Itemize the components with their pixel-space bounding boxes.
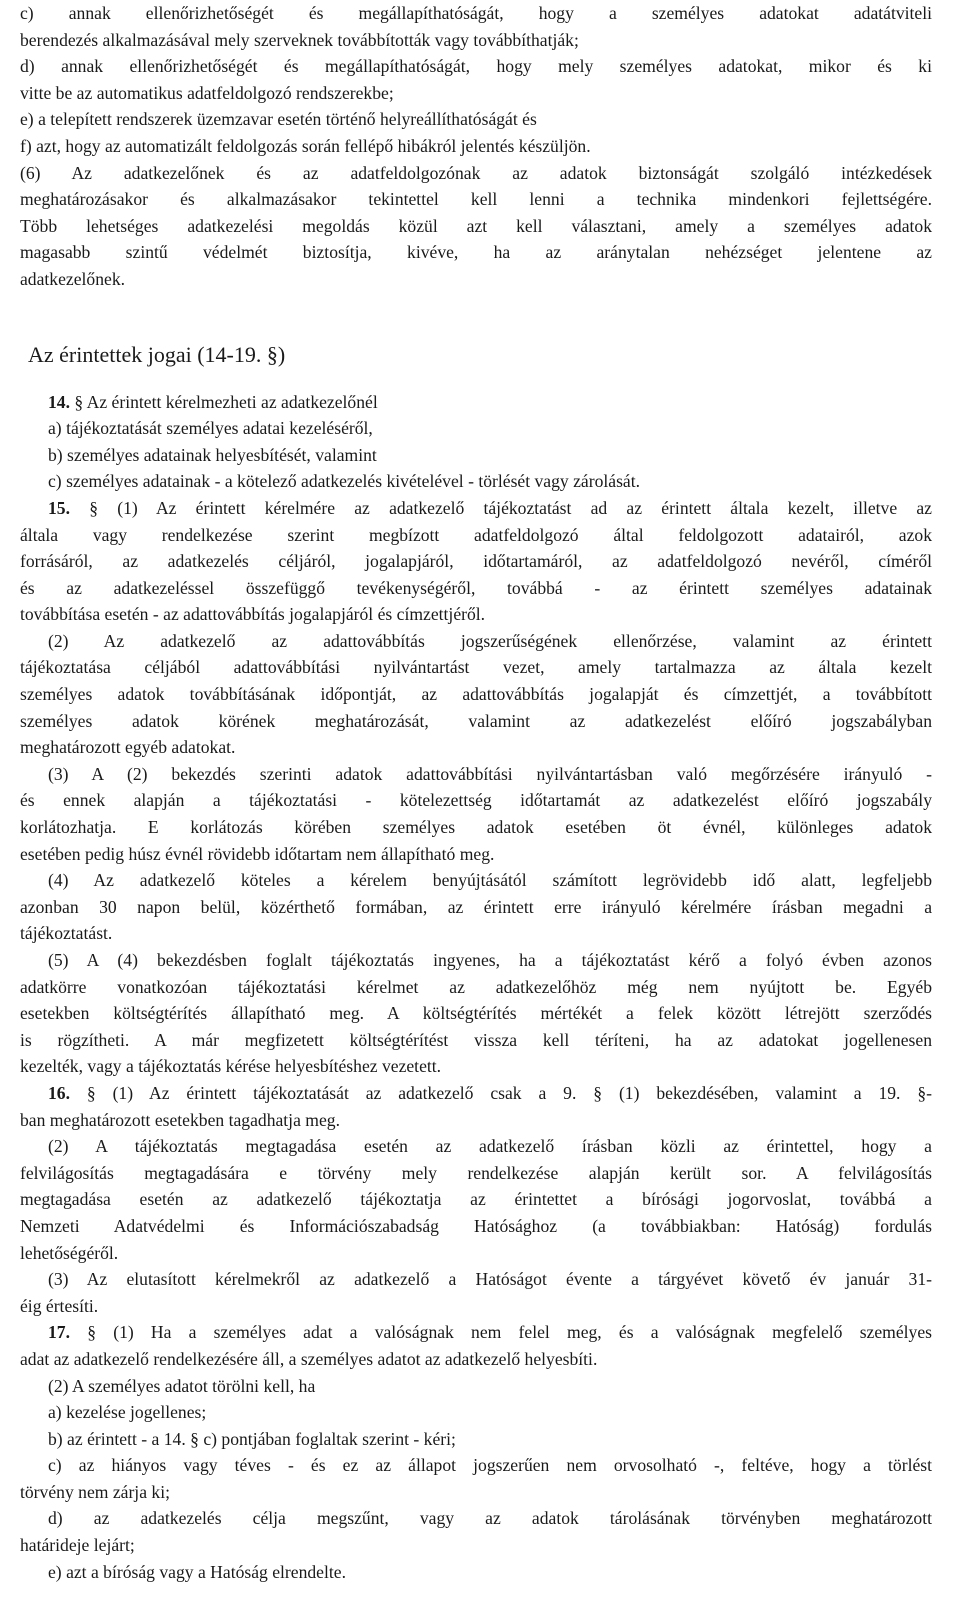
text-line bbox=[20, 1479, 932, 1506]
text-line bbox=[20, 522, 932, 549]
line-text: általa vagy rendelkezése szerint megbízott adatfeldolgozó által feldolgozott adatairól, azok bbox=[20, 524, 932, 545]
line-text: személyes adatok körének meghatározását, valamint az adatkezelést előíró jogszabályban bbox=[20, 710, 932, 731]
line-text: d) az adatkezelés célja megszűnt, vagy az adatok tárolásának törvényben meghatározott bbox=[48, 1508, 932, 1529]
text-line bbox=[20, 1505, 932, 1532]
text-line bbox=[20, 867, 932, 894]
line-text: esetében pedig húsz évnél rövidebb időtartam nem állapítható meg. bbox=[20, 843, 495, 864]
text-line bbox=[20, 106, 932, 133]
line-text: § (1) Ha a személyes adat a valóságnak nem felel meg, és a valóságnak megfelelő személyes bbox=[70, 1322, 932, 1343]
text-line bbox=[20, 654, 932, 681]
section-number: 16. bbox=[48, 1082, 70, 1103]
line-text: adat az adatkezelő rendelkezésére áll, a személyes adatot az adatkezelő helyesbíti. bbox=[20, 1348, 598, 1369]
text-line bbox=[20, 628, 932, 655]
line-text: meghatározásakor és alkalmazásakor tekintettel kell lenni a technika mindenkori fejlettségére. bbox=[20, 189, 932, 210]
line-text: felvilágosítás megtagadására e törvény mely rendelkezése alapján került sor. A felvilágosítás bbox=[20, 1162, 932, 1183]
line-text: ban meghatározott esetekben tagadhatja meg. bbox=[20, 1109, 340, 1130]
line-text: e) azt a bíróság vagy a Hatóság elrendelte. bbox=[48, 1561, 346, 1582]
line-text: § (1) Az érintett tájékoztatását az adatkezelő csak a 9. § (1) bekezdésében, valamint a 19. §- bbox=[70, 1082, 932, 1103]
rights-section bbox=[20, 389, 932, 1586]
text-line bbox=[20, 787, 932, 814]
text-line bbox=[20, 548, 932, 575]
text-line bbox=[20, 1319, 932, 1346]
line-text: adatkörre vonatkozóan tájékoztatási kérelmet az adatkezelőhöz még nem nyújtott be. Egyéb bbox=[20, 976, 932, 997]
line-text: b) személyes adatainak helyesbítését, valamint bbox=[48, 444, 377, 465]
line-text: (4) Az adatkezelő köteles a kérelem benyújtásától számított legrövidebb idő alatt, legfeljebb bbox=[48, 870, 932, 891]
text-line bbox=[20, 734, 932, 761]
line-text: (3) A (2) bekezdés szerinti adatok adattovábbítási nyilvántartásban való megőrzésére irányuló - bbox=[48, 763, 932, 784]
text-line bbox=[20, 213, 932, 240]
line-text: § (1) Az érintett kérelmére az adatkezelő tájékoztatást ad az érintett általa kezelt, illetve az bbox=[70, 497, 932, 518]
text-line bbox=[20, 415, 932, 442]
line-text: a) kezelése jogellenes; bbox=[48, 1402, 207, 1423]
text-line bbox=[20, 1399, 932, 1426]
text-line bbox=[20, 266, 932, 293]
line-text: Nemzeti Adatvédelmi és Információszabadság Hatósághoz (a továbbiakban: Hatóság) fordulás bbox=[20, 1215, 932, 1236]
line-text: személyes adatok továbbításának időpontját, az adattovábbítás jogalapját és címzettjét, a továbbított bbox=[20, 684, 932, 705]
text-line bbox=[20, 575, 932, 602]
line-text: (2) A tájékoztatás megtagadása esetén az adatkezelő írásban közli az érintettel, hogy a bbox=[48, 1136, 932, 1157]
line-text: kezelték, vagy a tájékoztatás kérése helyesbítéshez vezetett. bbox=[20, 1056, 442, 1077]
text-line bbox=[20, 974, 932, 1001]
text-line bbox=[20, 708, 932, 735]
text-line bbox=[20, 1160, 932, 1187]
line-text: határideje lejárt; bbox=[20, 1535, 135, 1556]
text-line bbox=[20, 468, 932, 495]
text-line bbox=[20, 53, 932, 80]
text-line bbox=[20, 27, 932, 54]
text-line bbox=[20, 1053, 932, 1080]
line-text: b) az érintett - a 14. § c) pontjában foglaltak szerint - kéri; bbox=[48, 1428, 456, 1449]
line-text: is rögzítheti. A már megfizetett költségtérítést vissza kell téríteni, ha az adatokat jogellenesen bbox=[20, 1029, 932, 1050]
text-line bbox=[20, 1000, 932, 1027]
section-number: 17. bbox=[48, 1322, 70, 1343]
line-text: (5) A (4) bekezdésben foglalt tájékoztatás ingyenes, ha a tájékoztatást kérő a folyó évben azonos bbox=[48, 950, 932, 970]
text-line bbox=[20, 1426, 932, 1453]
line-text: tájékoztatása céljából adattovábbítási nyilvántartást vezet, amely tartalmazza az általa kezelt bbox=[20, 657, 932, 678]
text-line bbox=[20, 947, 932, 974]
section-heading: Az érintettek jogai (14-19. §) bbox=[28, 341, 286, 367]
line-text: és ennek alapján a tájékoztatási - kötelezettség időtartamát az adatkezelést előíró jogszabály bbox=[20, 790, 932, 811]
section-number: 14. bbox=[48, 391, 70, 412]
line-text: és az adatkezeléssel összefüggő tevékenységéről, továbbá - az érintett személyes adatainak bbox=[20, 577, 932, 598]
text-line bbox=[20, 442, 932, 469]
line-text: Több lehetséges adatkezelési megoldás közül azt kell választani, amely a személyes adatok bbox=[20, 215, 932, 236]
text-line bbox=[20, 239, 932, 266]
text-line bbox=[20, 920, 932, 947]
line-text: esetekben költségtérítés állapítható meg. A költségtérítés mértékét a felek között létrejött szerződés bbox=[20, 1003, 932, 1024]
text-line bbox=[20, 814, 932, 841]
text-line bbox=[20, 681, 932, 708]
text-line bbox=[20, 894, 932, 921]
text-line bbox=[20, 761, 932, 788]
text-line bbox=[20, 601, 932, 628]
line-text: e) a telepített rendszerek üzemzavar esetén történő helyreállíthatóságát és bbox=[20, 109, 537, 130]
text-line bbox=[20, 495, 932, 522]
text-line bbox=[20, 1293, 932, 1320]
line-text: korlátozhatja. E korlátozás körében személyes adatok esetében öt évnél, különleges adatok bbox=[20, 817, 932, 838]
line-text: (6) Az adatkezelőnek és az adatfeldolgozónak az adatok biztonságát szolgáló intézkedések bbox=[20, 162, 932, 183]
text-line bbox=[20, 186, 932, 213]
line-text: c) annak ellenőrizhetőségét és megállapíthatóságát, hogy a személyes adatokat adatátviteli bbox=[20, 3, 932, 23]
line-text: lehetőségéről. bbox=[20, 1242, 119, 1263]
text-line bbox=[20, 1133, 932, 1160]
text-line bbox=[20, 1532, 932, 1559]
text-line bbox=[20, 1559, 932, 1586]
line-text: adatkezelőnek. bbox=[20, 268, 126, 289]
text-line bbox=[20, 160, 932, 187]
line-text: § Az érintett kérelmezheti az adatkezelőnél bbox=[70, 391, 378, 412]
text-line bbox=[20, 1080, 932, 1107]
text-line bbox=[20, 1213, 932, 1240]
line-text: (3) Az elutasított kérelmekről az adatkezelő a Hatóságot évente a tárgyévet követő év január 31- bbox=[48, 1269, 932, 1290]
line-text: vitte be az automatikus adatfeldolgozó rendszerekbe; bbox=[20, 82, 394, 103]
line-text: magasabb szintű védelmét biztosítja, kivéve, ha az aránytalan nehézséget jelentene az bbox=[20, 242, 932, 263]
text-line bbox=[20, 1346, 932, 1373]
text-line bbox=[20, 0, 932, 27]
text-line bbox=[20, 1266, 932, 1293]
text-line bbox=[20, 1186, 932, 1213]
text-line bbox=[20, 389, 932, 416]
line-text: f) azt, hogy az automatizált feldolgozás során fellépő hibákról jelentés készüljön. bbox=[20, 135, 591, 156]
line-text: forrásáról, az adatkezelés céljáról, jogalapjáról, időtartamáról, az adatfeldolgozó nevéről, címéről bbox=[20, 551, 932, 572]
line-text: tájékoztatást. bbox=[20, 923, 113, 944]
line-text: berendezés alkalmazásával mely szerveknek továbbították vagy továbbíthatják; bbox=[20, 29, 579, 50]
line-text: c) az hiányos vagy téves - és ez az állapot jogszerűen nem orvosolható -, feltéve, hogy a törlést bbox=[48, 1455, 932, 1476]
line-text: d) annak ellenőrizhetőségét és megállapíthatóságát, hogy mely személyes adatokat, mikor és ki bbox=[20, 56, 932, 77]
text-line bbox=[20, 1027, 932, 1054]
text-line bbox=[20, 80, 932, 107]
line-text: megtagadása esetén az adatkezelő tájékoztatja az érintettet a bírósági jogorvoslat, továbbá a bbox=[20, 1189, 932, 1210]
line-text: éig értesíti. bbox=[20, 1295, 99, 1316]
line-text: (2) Az adatkezelő az adattovábbítás jogszerűségének ellenőrzése, valamint az érintett bbox=[48, 630, 932, 651]
line-text: azonban 30 napon belül, közérthető formában, az érintett erre irányuló kérelmére írásban megadni a bbox=[20, 896, 932, 917]
text-line bbox=[20, 1373, 932, 1400]
line-text: törvény nem zárja ki; bbox=[20, 1481, 170, 1502]
section-number: 15. bbox=[48, 497, 70, 518]
text-line bbox=[20, 1452, 932, 1479]
line-text: (2) A személyes adatot törölni kell, ha bbox=[48, 1375, 316, 1396]
text-line bbox=[20, 841, 932, 868]
text-line bbox=[20, 1107, 932, 1134]
text-line bbox=[20, 133, 932, 160]
line-text: meghatározott egyéb adatokat. bbox=[20, 737, 236, 758]
text-line bbox=[20, 1240, 932, 1267]
line-text: c) személyes adatainak - a kötelező adatkezelés kivételével - törlését vagy zárolását. bbox=[48, 471, 641, 492]
line-text: továbbítása esetén - az adattovábbítás jogalapjáról és címzettjéről. bbox=[20, 604, 486, 625]
line-text: a) tájékoztatását személyes adatai kezeléséről, bbox=[48, 418, 373, 439]
intro-section bbox=[20, 0, 932, 293]
